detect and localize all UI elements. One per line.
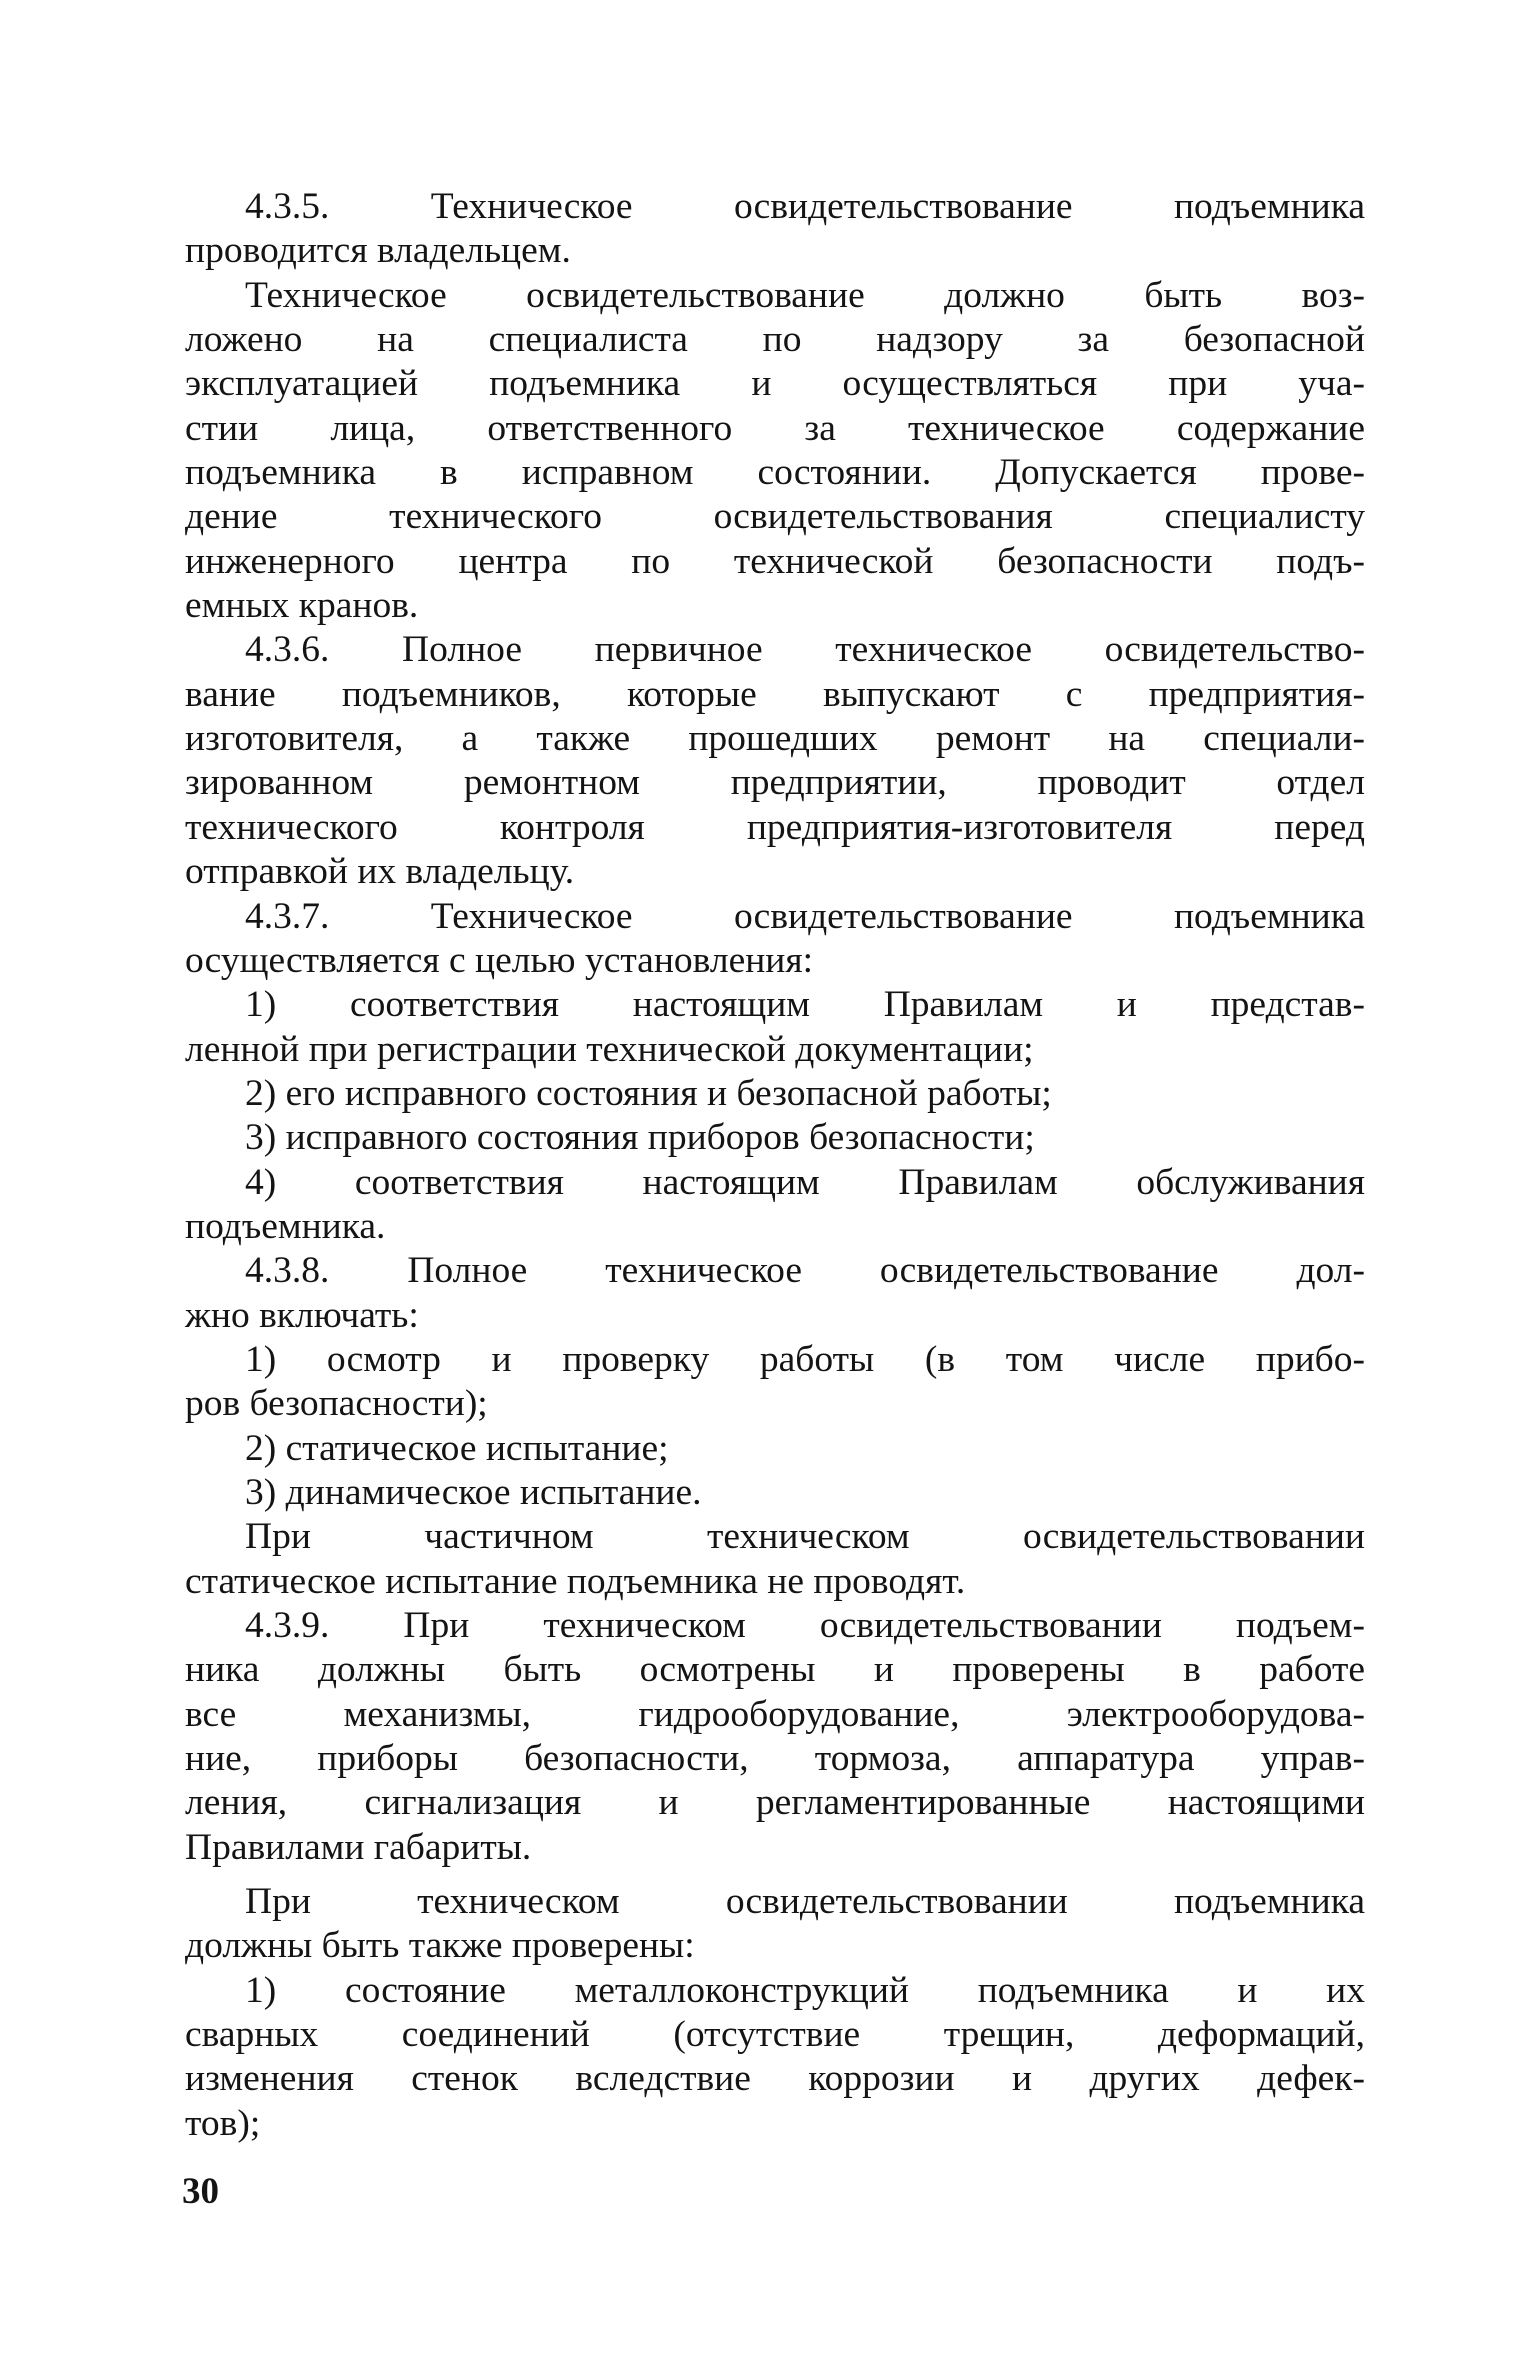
- paragraph: [185, 1471, 1365, 1515]
- text-line: ника должны быть осмотрены и проверены в работе: [185, 1649, 1365, 1691]
- paragraph: [185, 1249, 1365, 1338]
- body-text: [185, 185, 1365, 2146]
- paragraph: [185, 1338, 1365, 1427]
- paragraph: [185, 1515, 1365, 1604]
- paragraph: [185, 983, 1365, 1072]
- text-line: 4.3.7. Техническое освидетельствование подъемника: [245, 895, 1365, 937]
- text-line: должны быть также проверены:: [185, 1925, 695, 1967]
- text-line: проводится владельцем.: [185, 230, 571, 272]
- text-line: Правилами габариты.: [185, 1826, 532, 1868]
- paragraph: [185, 895, 1365, 984]
- text-line: 4.3.6. Полное первичное техническое освидетельство-: [245, 629, 1365, 671]
- paragraph: [185, 1427, 1365, 1471]
- text-line: 3) динамическое испытание.: [245, 1471, 702, 1513]
- text-line: дение технического освидетельствования специалисту: [185, 496, 1365, 538]
- text-line: ложено на специалиста по надзору за безопасной: [185, 319, 1365, 361]
- text-line: 4.3.9. При техническом освидетельствовании подъем-: [245, 1605, 1365, 1646]
- text-line: 4) соответствия настоящим Правилам обслуживания: [245, 1161, 1365, 1203]
- paragraph: [185, 1969, 1365, 2146]
- text-line: статическое испытание подъемника не проводят.: [185, 1560, 966, 1602]
- text-line: При частичном техническом освидетельствовании: [245, 1516, 1365, 1558]
- paragraph: [185, 1161, 1365, 1250]
- text-line: ленной при регистрации технической документации;: [185, 1028, 1034, 1070]
- text-line: инженерного центра по технической безопасности подъ-: [185, 540, 1365, 582]
- text-line: отправкой их владельцу.: [185, 851, 575, 893]
- text-line: ние, приборы безопасности, тормоза, аппаратура управ-: [185, 1738, 1365, 1780]
- text-line: стии лица, ответственного за техническое содержание: [185, 407, 1365, 449]
- text-line: 1) состояние металлоконструкций подъемника и их: [245, 1969, 1365, 2011]
- paragraph: [185, 1072, 1365, 1116]
- text-line: зированном ремонтном предприятии, проводит отдел: [185, 762, 1365, 804]
- text-line: ров безопасности);: [185, 1383, 488, 1425]
- text-line: изготовителя, а также прошедших ремонт на специали-: [185, 718, 1365, 760]
- text-line: технического контроля предприятия-изготовителя перед: [185, 806, 1365, 848]
- text-line: эксплуатацией подъемника и осуществляться при уча-: [185, 363, 1365, 405]
- text-line: 3) исправного состояния приборов безопасности;: [245, 1117, 1035, 1159]
- text-line: 4.3.8. Полное техническое освидетельствование дол-: [245, 1250, 1365, 1292]
- page-number: 30: [182, 2171, 219, 2212]
- paragraph: [185, 274, 1365, 629]
- text-line: 1) осмотр и проверку работы (в том числе прибо-: [245, 1338, 1365, 1380]
- text-line: ления, сигнализация и регламентированные настоящими: [185, 1782, 1365, 1824]
- paragraph-gap: [185, 1870, 1365, 1880]
- paragraph: [185, 628, 1365, 894]
- text-line: жно включать:: [185, 1294, 419, 1336]
- paragraph: [185, 185, 1365, 274]
- text-line: подъемника.: [185, 1205, 386, 1247]
- text-line: При техническом освидетельствовании подъемника: [245, 1881, 1365, 1923]
- text-line: 2) статическое испытание;: [245, 1427, 669, 1469]
- text-line: все механизмы, гидрооборудование, электрооборудова-: [185, 1693, 1365, 1735]
- text-line: емных кранов.: [185, 585, 419, 627]
- paragraph: [185, 1116, 1365, 1160]
- paragraph: [185, 1880, 1365, 1969]
- text-line: подъемника в исправном состоянии. Допускается прове-: [185, 452, 1365, 494]
- text-line: 4.3.5. Техническое освидетельствование подъемника: [245, 186, 1365, 227]
- paragraph: [185, 1604, 1365, 1870]
- text-line: Техническое освидетельствование должно быть воз-: [245, 274, 1365, 316]
- text-line: изменения стенок вследствие коррозии и других дефек-: [185, 2058, 1365, 2100]
- text-line: вание подъемников, которые выпускают с предприятия-: [185, 673, 1365, 715]
- text-line: осуществляется с целью установления:: [185, 939, 814, 981]
- text-line: 1) соответствия настоящим Правилам и представ-: [245, 984, 1365, 1026]
- text-line: 2) его исправного состояния и безопасной работы;: [245, 1072, 1052, 1114]
- text-line: сварных соединений (отсутствие трещин, деформаций,: [185, 2014, 1365, 2056]
- text-line: тов);: [185, 2102, 261, 2144]
